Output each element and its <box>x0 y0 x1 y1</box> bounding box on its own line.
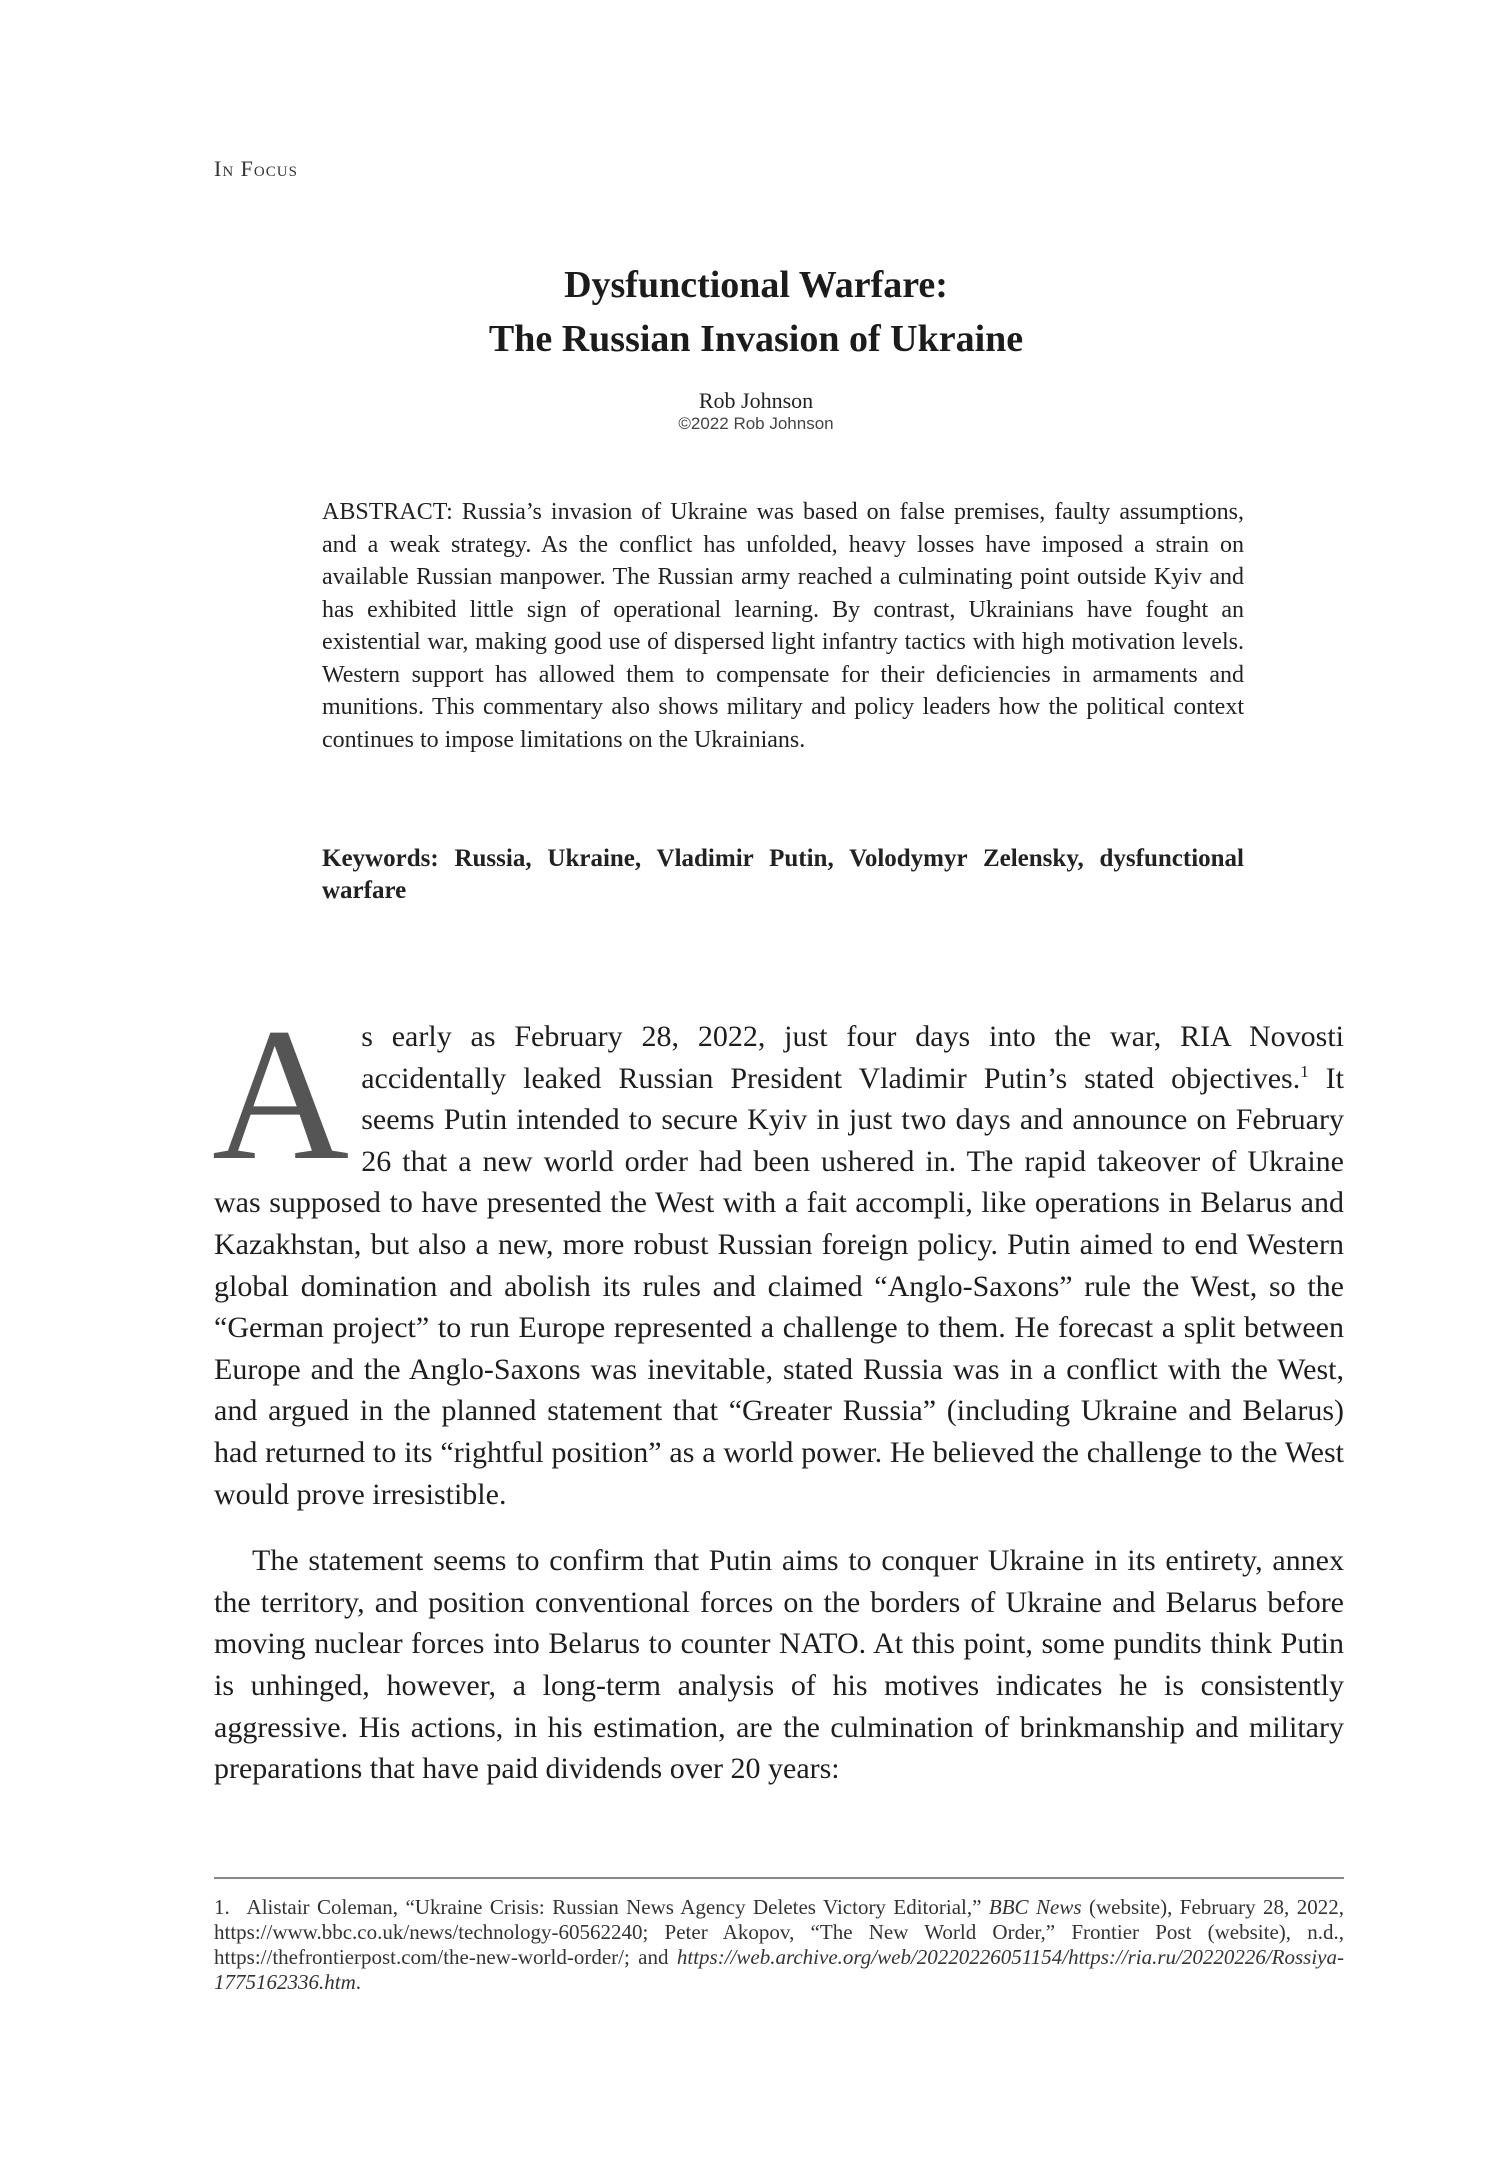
footnote-text-3: . <box>355 1970 361 1994</box>
footnote-divider <box>214 1877 1344 1879</box>
section-label: In Focus <box>214 156 298 181</box>
footnote-text-1: 1. Alistair Coleman, “Ukraine Crisis: Russian News Agency Deletes Victory Editorial,” <box>214 1895 989 1919</box>
footnote-reference[interactable]: 1 <box>1300 1061 1309 1081</box>
keywords: Keywords: Russia, Ukraine, Vladimir Putin, Volodymyr Zelensky, dysfunctional warfare <box>322 845 1244 904</box>
article-body <box>212 990 1345 1790</box>
abstract: ABSTRACT: Russia’s invasion of Ukraine was based on false premises, faulty assumptions, and a weak strategy. As the conflict has unfolded, heavy losses have imposed a strain on available Russian manpower. The Russian army reached a culminating point outside Kyiv and has exhibited little sign of operational learning. By contrast, Ukrainians have fought an existential war, making good use of dispersed light infantry tactics with high motivation levels. Western support has allowed them to compensate for their deficiencies in armaments and munitions. This commentary also shows military and policy leaders how the political context continues to impose limitations on the Ukrainians. <box>322 499 1244 753</box>
paragraph-1-text: s early as February 28, 2022, just four days into the war, RIA Novosti accidentally leaked Russian President Vladimir Putin’s stated objectives. <box>361 1020 1344 1095</box>
footnote-source-title: BBC News <box>988 1895 1082 1919</box>
body-paragraph-1 <box>212 990 1345 1515</box>
paragraph-1-continuation: It seems Putin intended to secure Kyiv in just two days and announce on February 26 that a new world order had been ushered in. The rapid takeover of Ukraine was supposed to have presented the West with a fait accompli, like operations in Belarus and Kazakhstan, but also a new, more robust Russian foreign policy. Putin aimed to end Western global domination and abolish its rules and claimed “Anglo-Saxons” rule the West, so the “German project” to run Europe represented a challenge to them. He forecast a split between Europe and the Anglo-Saxons was inevitable, stated Russia was in a conflict with the West, and argued in the planned statement that “Greater Russia” (including Ukraine and Belarus) had returned to its “rightful position” as a world power. He believed the challenge to the West would prove irresistible. <box>214 1061 1345 1511</box>
article-title <box>0 258 1512 366</box>
drop-cap: A <box>212 990 350 1200</box>
footnote-archive-link[interactable]: https://web.archive.org/web/20220226051154/https://ria.ru/20220226/Rossiya-1775162336.htm <box>214 1945 1344 1994</box>
copyright-notice: ©2022 Rob Johnson <box>678 414 834 433</box>
title-line-1: Dysfunctional Warfare: <box>564 264 948 306</box>
body-paragraph-2: The statement seems to confirm that Putin aims to conquer Ukraine in its entirety, annex the territory, and position conventional forces on the borders of Ukraine and Belarus before moving nuclear forces into Belarus to counter NATO. At this point, some pundits think Putin is unhinged, however, a long-term analysis of his motives indicates he is consistently aggressive. His actions, in his estimation, are the culmination of brinkmanship and military preparations that have paid dividends over 20 years: <box>214 1544 1344 1786</box>
author-name: Rob Johnson <box>698 388 814 413</box>
footnote-text-2: (website), February 28, 2022, https://www.bbc.co.uk/news/technology-60562240; Peter Akopov, “The New World Order,” Frontier Post (website), n.d., https://thefrontierpost.com/the-new-world-order/; and <box>214 1895 1344 1969</box>
title-line-2: The Russian Invasion of Ukraine <box>488 318 1024 360</box>
footnote <box>214 1895 1344 1995</box>
